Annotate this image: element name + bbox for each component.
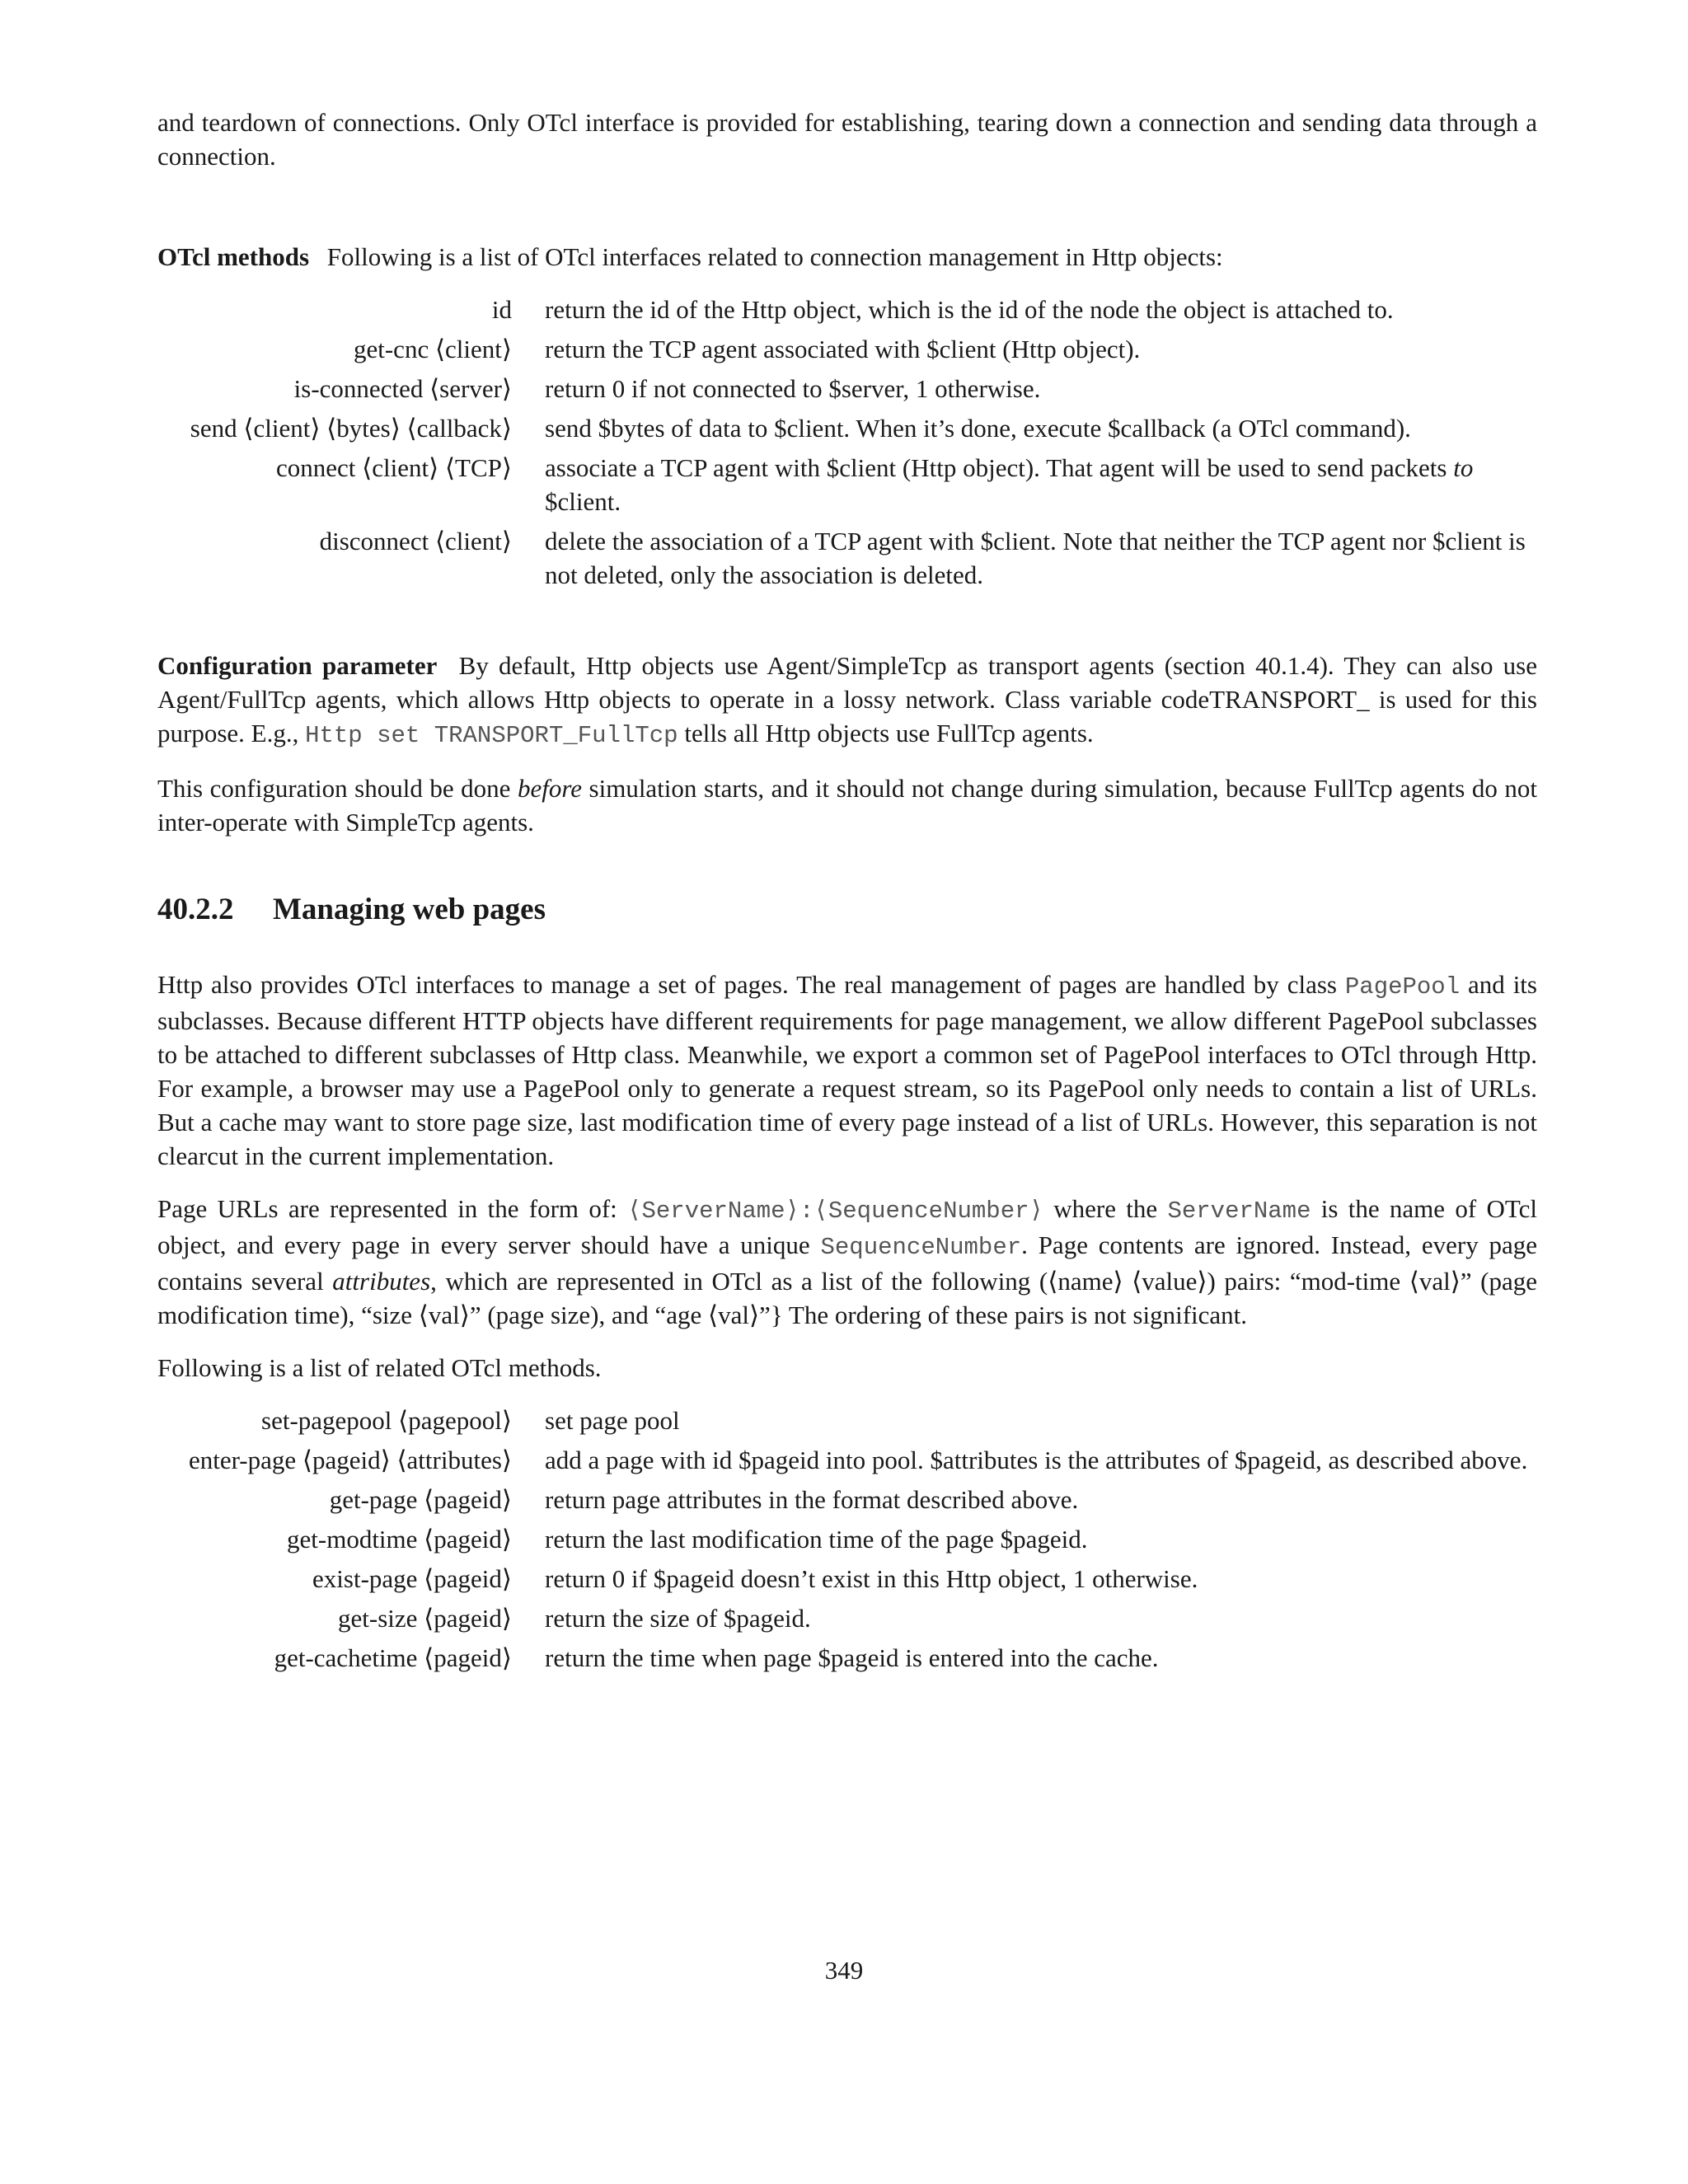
otcl-methods-heading: OTcl methods [157, 242, 310, 271]
pages-text: is the name of OTcl object, and every page in every server should have a unique [157, 1194, 1537, 1259]
method-desc: return the last modification time of the page $pageid. [545, 1525, 1088, 1554]
pages-paragraph-1 [157, 968, 1537, 1173]
method-term: exist-page ⟨pageid⟩ [312, 1564, 512, 1593]
method-term: id [491, 295, 512, 324]
pages-code: SequenceNumber [820, 1234, 1022, 1261]
pages-text: and its subclasses. Because different HTTP objects have different requirements for page management, we allow different PagePool subclasses to be attached to different subclasses of Http class. Meanwhile, we export a common set of PagePool interfaces to OTcl through Http. For example, a browser may use a PagePool only to generate a request stream, so its PagePool only needs to contain a list of URLs. But a cache may want to store page size, last modification time of every page instead of a list of URLs. However, this separation is not clearcut in the current implementation. [157, 970, 1537, 1170]
method-desc: return page attributes in the format described above. [545, 1485, 1079, 1514]
pages-text: , which are represented in OTcl as a list of the following (⟨name⟩ ⟨value⟩) pairs: “mod-time ⟨val⟩” (page modification time), “size ⟨val⟩” (page size), and “age ⟨val⟩”} The ordering of these pairs is not significant. [157, 1267, 1538, 1329]
related-methods-list [149, 1404, 1537, 1680]
method-desc: return 0 if $pageid doesn’t exist in this Http object, 1 otherwise. [545, 1564, 1198, 1593]
section-number: 40.2.2 [157, 893, 234, 926]
method-desc: return the time when page $pageid is entered into the cache. [545, 1643, 1159, 1672]
config-paragraph-2 [157, 771, 1537, 839]
method-desc-text: $client. [545, 487, 621, 516]
otcl-methods-lead: Following is a list of OTcl interfaces related to connection management in Http objects: [326, 242, 1223, 271]
method-desc: return 0 if not connected to $server, 1 otherwise. [545, 374, 1041, 403]
pages-code: ⟨ServerName⟩:⟨SequenceNumber⟩ [627, 1197, 1043, 1225]
method-term: get-size ⟨pageid⟩ [338, 1604, 512, 1633]
method-term: disconnect ⟨client⟩ [319, 527, 512, 555]
config-heading: Configuration parameter [157, 651, 438, 680]
method-term: get-page ⟨pageid⟩ [329, 1485, 512, 1514]
method-desc-text: associate a TCP agent with $client (Http object). That agent will be used to send packets [545, 453, 1454, 482]
method-desc: return the TCP agent associated with $client (Http object). [545, 335, 1141, 363]
otcl-methods-paragraph [157, 240, 1537, 274]
method-desc: return the id of the Http object, which is the id of the node the object is attached to. [545, 295, 1394, 324]
section-title: Managing web pages [273, 893, 546, 926]
method-desc: delete the association of a TCP agent with $client. Note that neither the TCP agent nor $client is not deleted, only the association is deleted. [545, 527, 1526, 589]
config-text: This configuration should be done [157, 774, 518, 803]
method-term: connect ⟨client⟩ ⟨TCP⟩ [276, 453, 512, 482]
page-number: 349 [824, 1956, 864, 1985]
method-term: set-pagepool ⟨pagepool⟩ [261, 1406, 512, 1435]
pages-text: . Page contents are ignored. Instead, every page contains several [157, 1230, 1538, 1296]
method-term: get-cachetime ⟨pageid⟩ [274, 1643, 512, 1672]
method-term: send ⟨client⟩ ⟨bytes⟩ ⟨callback⟩ [190, 414, 512, 443]
method-desc [545, 451, 1537, 518]
config-paragraph [157, 649, 1537, 752]
document-page [157, 105, 1537, 1680]
pages-paragraph-2 [157, 1192, 1537, 1332]
method-desc: set page pool [545, 1406, 680, 1435]
method-term: is-connected ⟨server⟩ [293, 374, 512, 403]
config-text: simulation starts, and it should not change during simulation, because FullTcp agents do not inter-operate with SimpleTcp agents. [157, 774, 1537, 837]
config-emphasis: before [517, 774, 582, 803]
pages-code: PagePool [1344, 973, 1461, 1001]
method-term: enter-page ⟨pageid⟩ ⟨attributes⟩ [188, 1446, 512, 1474]
pages-text: where the [1043, 1194, 1168, 1223]
otcl-methods-list [149, 293, 1537, 598]
config-text: tells all Http objects use FullTcp agents. [678, 719, 1094, 748]
config-code: Http set TRANSPORT_FullTcp [305, 722, 678, 749]
pages-text: Http also provides OTcl interfaces to manage a set of pages. The real management of pages are handled by class [157, 970, 1345, 999]
pages-emphasis: attributes [332, 1267, 431, 1296]
pages-code: ServerName [1167, 1197, 1311, 1225]
method-desc: send $bytes of data to $client. When it’s done, execute $callback (a OTcl command). [545, 414, 1411, 443]
method-desc-emphasis: to [1453, 453, 1474, 482]
related-lead: Following is a list of related OTcl methods. [157, 1353, 602, 1382]
method-desc: add a page with id $pageid into pool. $attributes is the attributes of $pageid, as described above. [545, 1446, 1528, 1474]
section-heading [157, 890, 1537, 930]
pages-text: Page URLs are represented in the form of: [157, 1194, 628, 1223]
config-text: By default, Http objects use Agent/SimpleTcp as transport agents (section 40.1.4). They can also use Agent/FullTcp agents, which allows Http objects to operate in a lossy network. Class variable codeTRANSPORT_ is used for this purpose. E.g., [157, 651, 1537, 748]
method-desc: return the size of $pageid. [545, 1604, 811, 1633]
method-term: get-modtime ⟨pageid⟩ [287, 1525, 512, 1554]
method-term: get-cnc ⟨client⟩ [353, 335, 512, 363]
intro-paragraph: and teardown of connections. Only OTcl interface is provided for establishing, tearing down a connection and sending data through a connection. [157, 108, 1537, 171]
